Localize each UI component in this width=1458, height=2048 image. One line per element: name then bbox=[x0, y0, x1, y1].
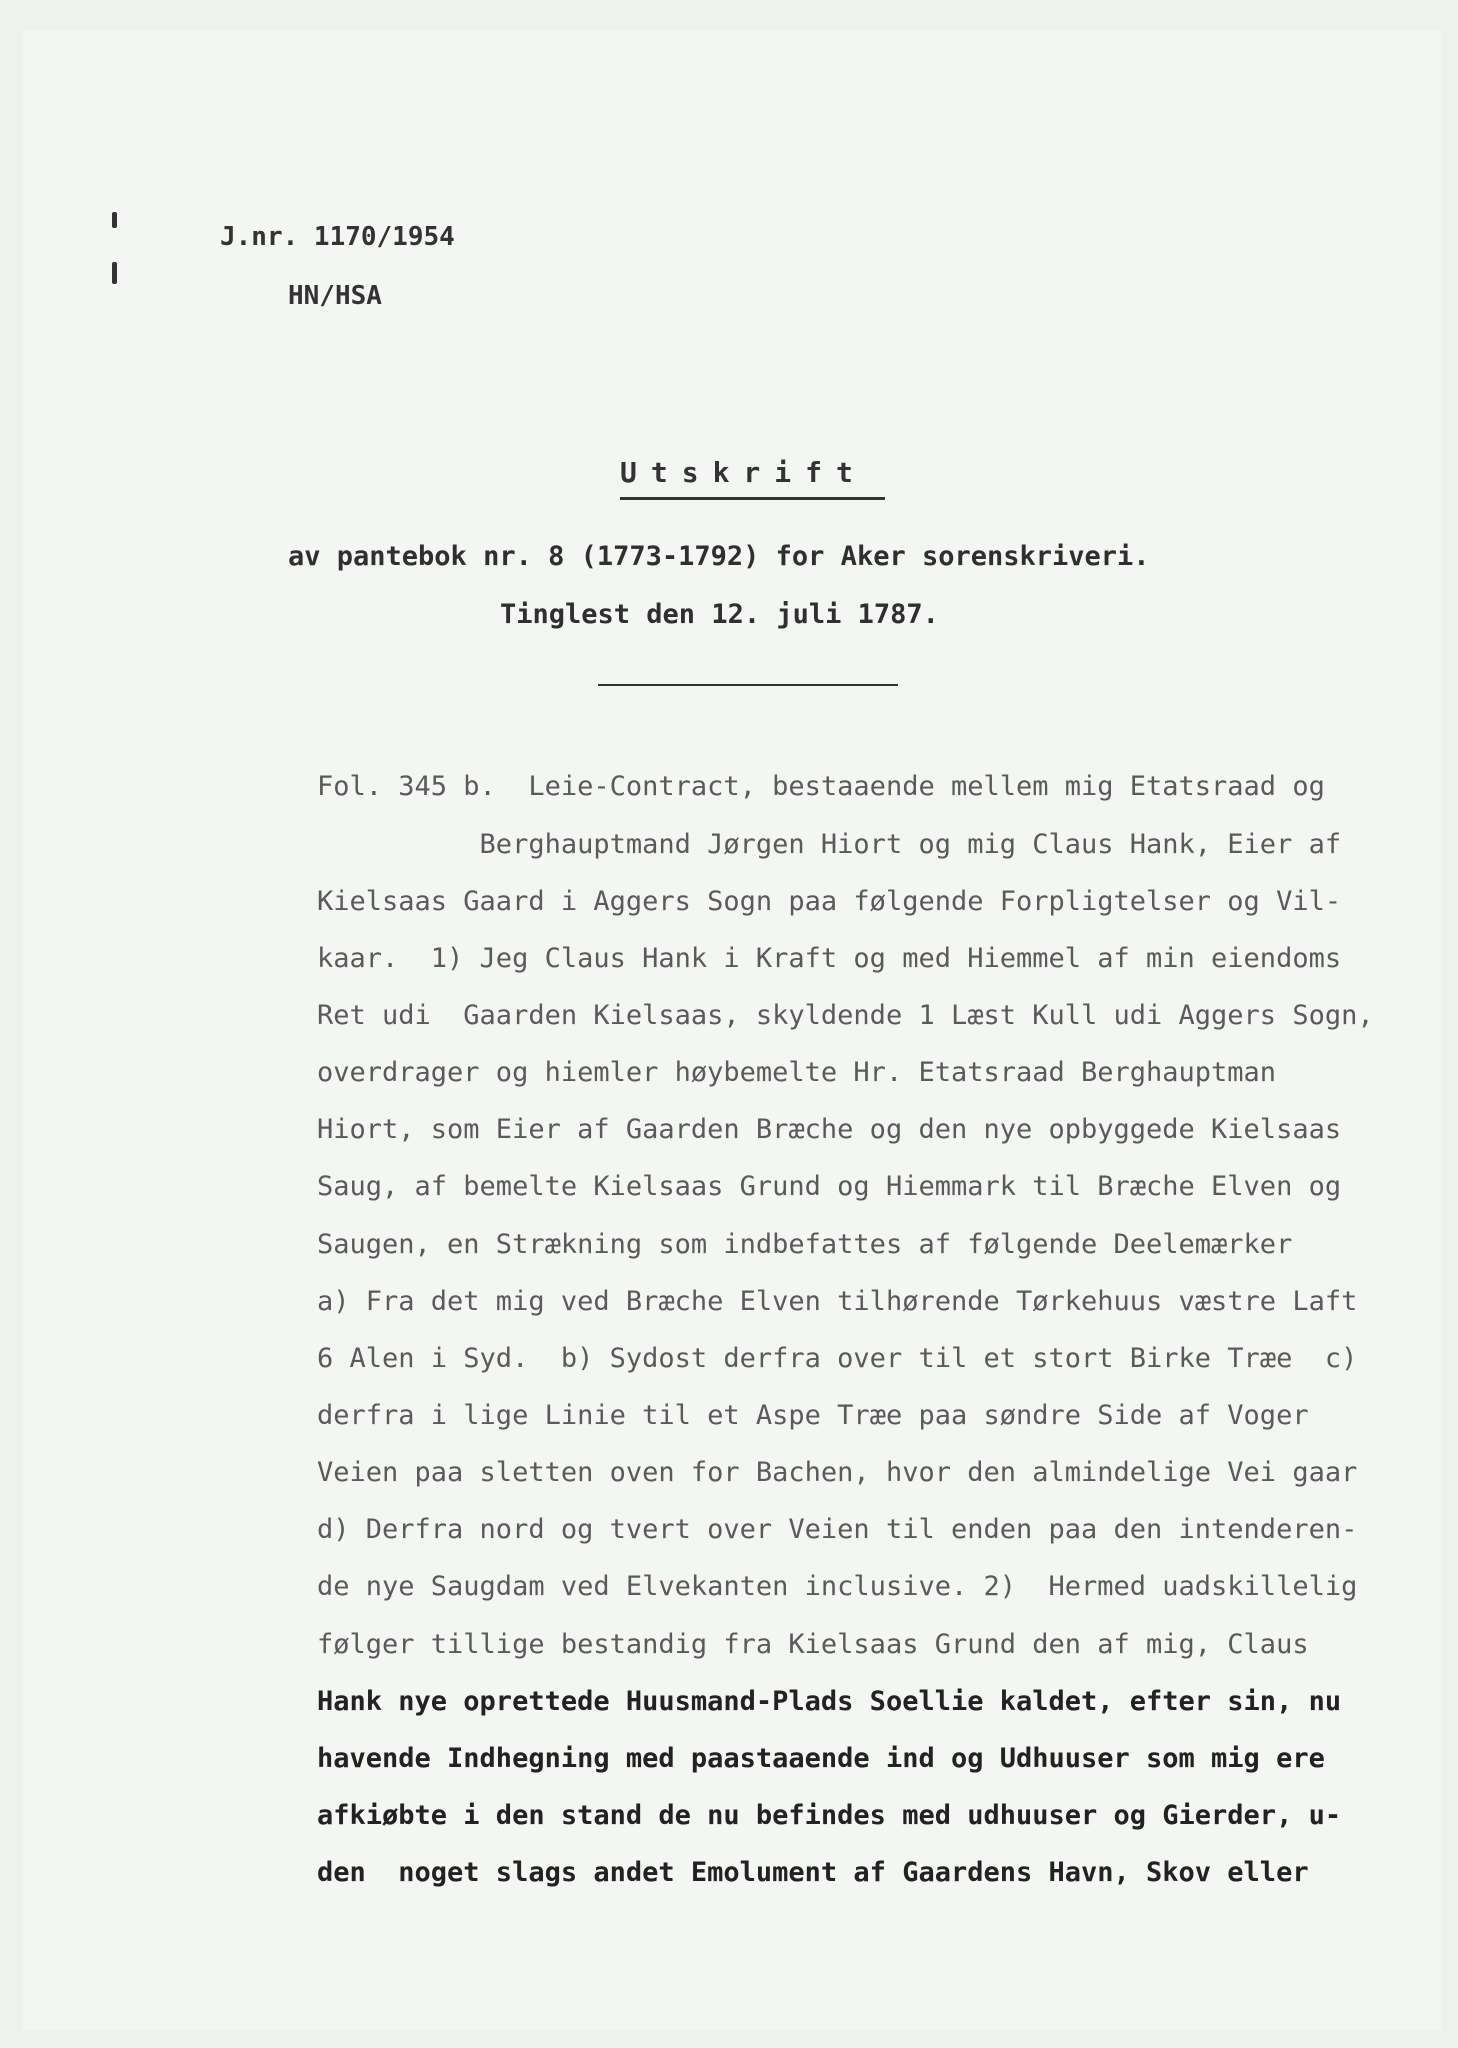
subtitle-line-2: Tinglest den 12. juli 1787. bbox=[500, 599, 939, 630]
body-line: Hiort, som Eier af Gaarden Bræche og den nye opbyggede Kielsaas bbox=[317, 1114, 1342, 1145]
margin-mark bbox=[112, 212, 117, 228]
body-line: Saug, af bemelte Kielsaas Grund og Hiemmark til Bræche Elven og bbox=[317, 1171, 1342, 1202]
body-line: Fol. 345 b. Leie-Contract, bestaaende mellem mig Etatsraad og bbox=[317, 771, 1325, 802]
body-line: Kielsaas Gaard i Aggers Sogn paa følgende Forpligtelser og Vil- bbox=[317, 886, 1342, 917]
body-line: de nye Saugdam ved Elvekanten inclusive. 2) Hermed uadskillelig bbox=[317, 1571, 1358, 1602]
body-line: den noget slags andet Emolument af Gaardens Havn, Skov eller bbox=[317, 1857, 1309, 1888]
body-line: derfra i lige Linie til et Aspe Træe paa søndre Side af Voger bbox=[317, 1400, 1309, 1431]
initials: HN/HSA bbox=[288, 281, 382, 311]
body-line: havende Indhegning med paastaaende ind og Udhuuser som mig ere bbox=[317, 1743, 1325, 1774]
body-line: Saugen, en Strækning som indbefattes af følgende Deelemærker bbox=[317, 1229, 1293, 1260]
body-line: Berghauptmand Jørgen Hiort og mig Claus Hank, Eier af bbox=[317, 829, 1342, 860]
body-line: følger tillige bestandig fra Kielsaas Grund den af mig, Claus bbox=[317, 1629, 1309, 1660]
body-line: a) Fra det mig ved Bræche Elven tilhørende Tørkehuus væstre Laft bbox=[317, 1286, 1358, 1317]
body-line: Veien paa sletten oven for Bachen, hvor den almindelige Vei gaar bbox=[317, 1457, 1358, 1488]
body-line: Ret udi Gaarden Kielsaas, skyldende 1 Læst Kull udi Aggers Sogn, bbox=[317, 1000, 1374, 1031]
body-line: d) Derfra nord og tvert over Veien til enden paa den intenderen- bbox=[317, 1514, 1358, 1545]
margin-mark bbox=[112, 262, 117, 284]
document-title: Utskrift bbox=[620, 456, 867, 489]
title-underline bbox=[620, 497, 885, 500]
journal-number: J.nr. 1170/1954 bbox=[220, 222, 455, 252]
body-line: overdrager og hiemler høybemelte Hr. Etatsraad Berghauptman bbox=[317, 1057, 1277, 1088]
body-line: 6 Alen i Syd. b) Sydost derfra over til et stort Birke Træe c) bbox=[317, 1343, 1358, 1374]
body-line: Hank nye oprettede Huusmand-Plads Soellie kaldet, efter sin, nu bbox=[317, 1686, 1342, 1717]
body-line: afkiøbte i den stand de nu befindes med udhuuser og Gierder, u- bbox=[317, 1800, 1342, 1831]
body-line: kaar. 1) Jeg Claus Hank i Kraft og med Hiemmel af min eiendoms bbox=[317, 943, 1342, 974]
subtitle-line-1: av pantebok nr. 8 (1773-1792) for Aker sorenskriveri. bbox=[288, 541, 1150, 572]
divider bbox=[598, 684, 898, 686]
